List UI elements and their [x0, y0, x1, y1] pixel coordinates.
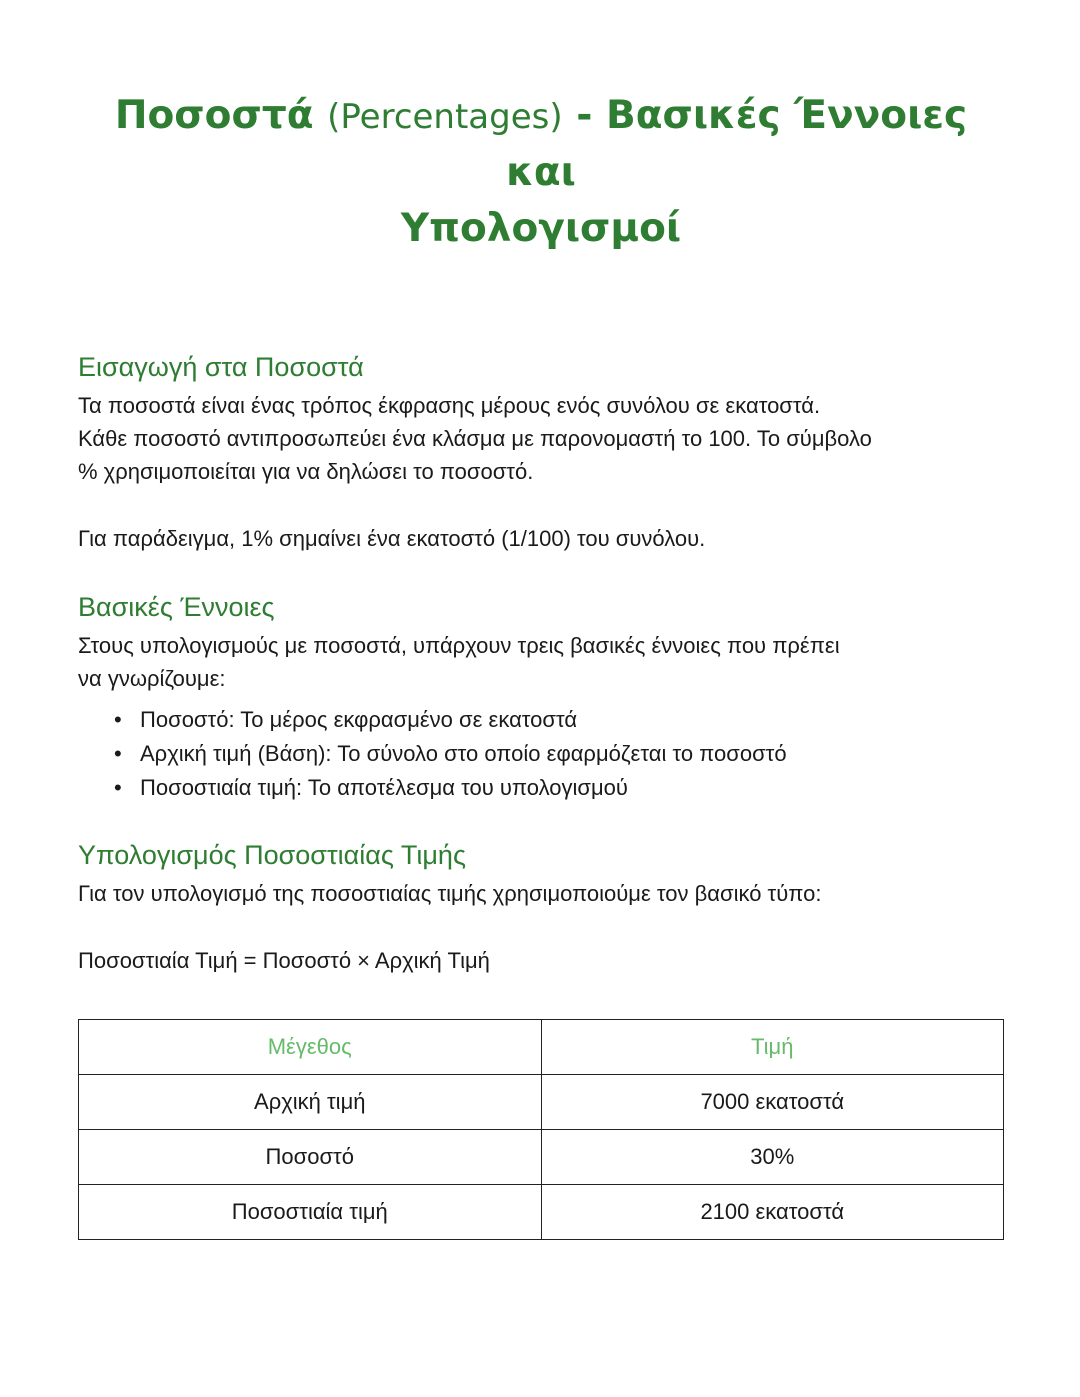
table-cell: 30%: [541, 1130, 1004, 1185]
list-item: [114, 771, 1004, 805]
basics-line-1: Στους υπολογισμούς με ποσοστά, υπάρχουν τρεις βασικές έννοιες που πρέπει: [78, 633, 840, 658]
intro-line-1: Τα ποσοστά είναι ένας τρόπος έκφρασης μέρους ενός συνόλου σε εκατοστά.: [78, 393, 821, 418]
document-page: [78, 0, 1004, 1240]
list-item: [114, 737, 1004, 771]
basics-line-2: να γνωρίζουμε:: [78, 666, 226, 691]
title-part2: - Βασικές Έννοιες και: [506, 93, 968, 195]
intro-section: [78, 349, 1004, 555]
bullet-icon: •: [114, 775, 122, 800]
list-item-text: Ποσοστιαία τιμή: Το αποτέλεσμα του υπολογισμού: [140, 775, 628, 800]
title-line2: Υπολογισμοί: [400, 206, 682, 251]
list-item-text: Ποσοστό: Το μέρος εκφρασμένο σε εκατοστά: [140, 707, 578, 732]
title-part1: Ποσοστά: [114, 93, 314, 138]
list-item-text: Αρχική τιμή (Βάση): Το σύνολο στο οποίο εφαρμόζεται το ποσοστό: [140, 741, 787, 766]
table-cell: Αρχική τιμή: [79, 1075, 542, 1130]
table-header-row: [79, 1020, 1004, 1075]
bullet-icon: •: [114, 707, 122, 732]
intro-heading: Εισαγωγή στα Ποσοστά: [78, 352, 364, 382]
table-row: [79, 1185, 1004, 1240]
basics-list: [78, 703, 1004, 805]
calc-formula: Ποσοστιαία Τιμή = Ποσοστό × Αρχική Τιμή: [78, 948, 490, 973]
table-row: [79, 1130, 1004, 1185]
calc-section: [78, 837, 1004, 977]
title-paren: (Percentages): [327, 97, 563, 137]
table-cell: Ποσοστό: [79, 1130, 542, 1185]
calc-heading: Υπολογισμός Ποσοστιαίας Τιμής: [78, 840, 466, 870]
table-cell: 7000 εκατοστά: [541, 1075, 1004, 1130]
list-item: [114, 703, 1004, 737]
table-cell: Ποσοστιαία τιμή: [79, 1185, 542, 1240]
calc-line-1: Για τον υπολογισμό της ποσοστιαίας τιμής χρησιμοποιούμε τον βασικό τύπο:: [78, 881, 822, 906]
document-title: [78, 88, 1004, 257]
bullet-icon: •: [114, 741, 122, 766]
basics-heading: Βασικές Έννοιες: [78, 592, 275, 622]
table-row: [79, 1075, 1004, 1130]
values-table: [78, 1019, 1004, 1240]
table-cell: 2100 εκατοστά: [541, 1185, 1004, 1240]
intro-line-2: Κάθε ποσοστό αντιπροσωπεύει ένα κλάσμα με παρονομαστή το 100. Το σύμβολο: [78, 426, 872, 451]
table-header-cell: Τιμή: [541, 1020, 1004, 1075]
table-header-cell: Μέγεθος: [79, 1020, 542, 1075]
intro-example: Για παράδειγμα, 1% σημαίνει ένα εκατοστό (1/100) του συνόλου.: [78, 526, 706, 551]
basics-section: [78, 589, 1004, 805]
intro-line-3: % χρησιμοποιείται για να δηλώσει το ποσοστό.: [78, 459, 534, 484]
